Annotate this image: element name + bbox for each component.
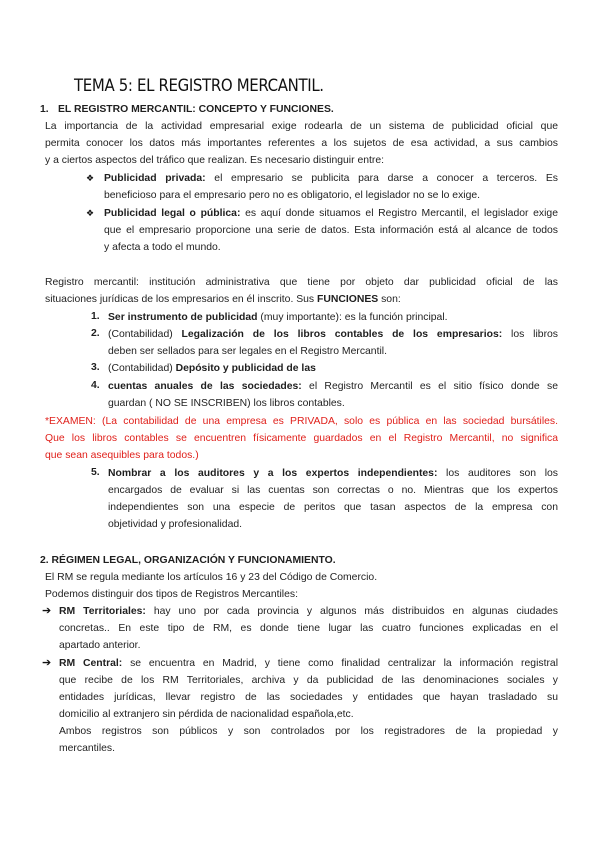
- function-2-prefix: (Contabilidad): [108, 329, 182, 340]
- page-title: TEMA 5: EL REGISTRO MERCANTIL.: [74, 76, 324, 96]
- functions-keyword: FUNCIONES: [317, 294, 379, 305]
- arrow-bullet-icon: ➔: [42, 657, 52, 669]
- bullet-2-label: Publicidad legal o pública:: [104, 208, 241, 219]
- exam-note-line-3: que sean asequibles para todos.): [45, 450, 199, 461]
- function-2-title: Legalización de los libros contables de los empresarios:: [181, 329, 503, 340]
- rm-central-line-4: domicilio al extranjero sin pérdida de nacionalidad española,etc.: [59, 709, 354, 720]
- function-1-number: 1.: [91, 311, 100, 322]
- definition-text: situaciones jurídicas de los empresarios en él inscrito. Sus: [45, 294, 318, 305]
- function-3-number: 3.: [91, 362, 100, 373]
- rm-central-label: RM Central:: [59, 658, 123, 669]
- function-1-line-1: [108, 311, 448, 325]
- bullet-1-label: Publicidad privada:: [104, 173, 206, 184]
- definition-line-1: Registro mercantil: institución administrativa que tiene por objeto dar publicidad oficial de las: [45, 277, 558, 288]
- exam-note-line-1: *EXAMEN: (La contabilidad de una empresa es PRIVADA, solo es pública en las sociedad bursátiles.: [45, 416, 558, 427]
- function-5-number: 5.: [91, 467, 100, 478]
- rm-central-line-6: mercantiles.: [59, 743, 116, 754]
- rm-central-line-5: Ambos registros son públicos y son controlados por los registradores de la propiedad y: [59, 726, 558, 737]
- rm-territoriales-line-3: apartado anterior.: [59, 640, 141, 651]
- function-4-number: 4.: [91, 380, 100, 391]
- function-3-line-1: [108, 362, 316, 376]
- diamond-bullet-icon: ❖: [86, 208, 95, 218]
- rm-territoriales-label: RM Territoriales:: [59, 606, 146, 617]
- definition-line-2: [45, 293, 401, 307]
- definition-end: son:: [378, 294, 401, 305]
- function-4-text: el Registro Mercantil es el sitio físico donde se: [301, 381, 558, 392]
- function-3-title: Depósito y publicidad de las: [175, 363, 316, 374]
- function-5-line-1: [108, 467, 558, 482]
- bullet-2-line-1: [104, 207, 558, 222]
- rm-central-line-3: entidades jurídicas, llevar registro de las sociedades y entidades que hayan trasladado su: [59, 692, 558, 703]
- rm-territoriales-text: hay uno por cada provincia y algunos más distribuidos en algunas ciudades: [145, 606, 558, 617]
- function-4-title: cuentas anuales de las sociedades:: [108, 381, 302, 392]
- section-1-title: EL REGISTRO MERCANTIL: CONCEPTO Y FUNCIONES.: [58, 104, 334, 115]
- bullet-2-line-3: y afecta a todo el mundo.: [104, 242, 221, 253]
- rm-territoriales-line-1: [59, 605, 558, 620]
- intro-line-3: y a ciertos aspectos del tráfico que realizan. Es necesario distinguir entre:: [45, 155, 385, 166]
- rm-territoriales-line-2: concretas.. En este tipo de RM, es donde tiene lugar las cuatro funciones explicadas en el: [59, 623, 558, 634]
- exam-note-line-2: Que los libros contables se encuentren físicamente guardados en el Registro Mercantil, no significa: [45, 433, 558, 444]
- function-5-line-2: encargados de evaluar si las cuentas son correctas o no. Mientras que los expertos: [108, 485, 558, 496]
- function-4-line-1: [108, 380, 558, 395]
- intro-line-1: La importancia de la actividad empresarial exige rodearla de un sistema de publicidad oficial que: [45, 121, 558, 132]
- section-2-intro-2: Podemos distinguir dos tipos de Registros Mercantiles:: [45, 589, 298, 600]
- diamond-bullet-icon: ❖: [86, 173, 95, 183]
- section-2-title: 2. RÉGIMEN LEGAL, ORGANIZACIÓN Y FUNCIONAMIENTO.: [40, 555, 336, 566]
- function-5-line-3: independientes son una especie de peritos que tasan aspectos de la empresa con: [108, 502, 558, 513]
- bullet-1-line-2: beneficioso para el empresario pero no es obligatorio, el legislador no se lo exige.: [104, 190, 481, 201]
- function-4-line-2: guardan ( NO SE INSCRIBEN) los libros contables.: [108, 398, 345, 409]
- section-1-heading: [40, 103, 334, 117]
- function-1-title: Ser instrumento de publicidad: [108, 312, 258, 323]
- rm-central-text: se encuentra en Madrid, y tiene como finalidad centralizar la información registral: [122, 658, 558, 669]
- intro-line-2: permita conocer los datos más importantes referentes a los sujetos de esa actividad, a sus cambios: [45, 138, 558, 149]
- function-1-text: (muy importante): es la función principal.: [257, 312, 448, 323]
- section-1-number: 1.: [40, 104, 49, 115]
- section-2-heading: [40, 554, 336, 568]
- function-3-prefix: (Contabilidad): [108, 363, 176, 374]
- function-5-line-4: objetividad y profesionalidad.: [108, 519, 243, 530]
- function-5-title: Nombrar a los auditores y a los expertos independientes:: [108, 468, 438, 479]
- function-5-text: los auditores son los: [437, 468, 558, 479]
- section-2-intro-1: El RM se regula mediante los artículos 16 y 23 del Código de Comercio.: [45, 572, 378, 583]
- function-2-number: 2.: [91, 328, 100, 339]
- bullet-1-text: el empresario se publicita para darse a conocer a terceros. Es: [205, 173, 558, 184]
- bullet-2-text: es aquí donde situamos el Registro Mercantil, el legislador exige: [240, 208, 558, 219]
- rm-central-line-2: que recibe de los RM Territoriales, archiva y da publicidad de las denominaciones sociales y: [59, 675, 558, 686]
- rm-central-line-1: [59, 657, 558, 672]
- function-2-line-1: [108, 328, 558, 343]
- bullet-2-line-2: que el empresario proporcione una serie de datos. Esta información está al alcance de todos: [104, 225, 558, 236]
- bullet-1-line-1: [104, 172, 558, 187]
- function-2-line-2: deben ser sellados para ser legales en el Registro Mercantil.: [108, 346, 387, 357]
- arrow-bullet-icon: ➔: [42, 605, 52, 617]
- function-2-text: los libros: [502, 329, 558, 340]
